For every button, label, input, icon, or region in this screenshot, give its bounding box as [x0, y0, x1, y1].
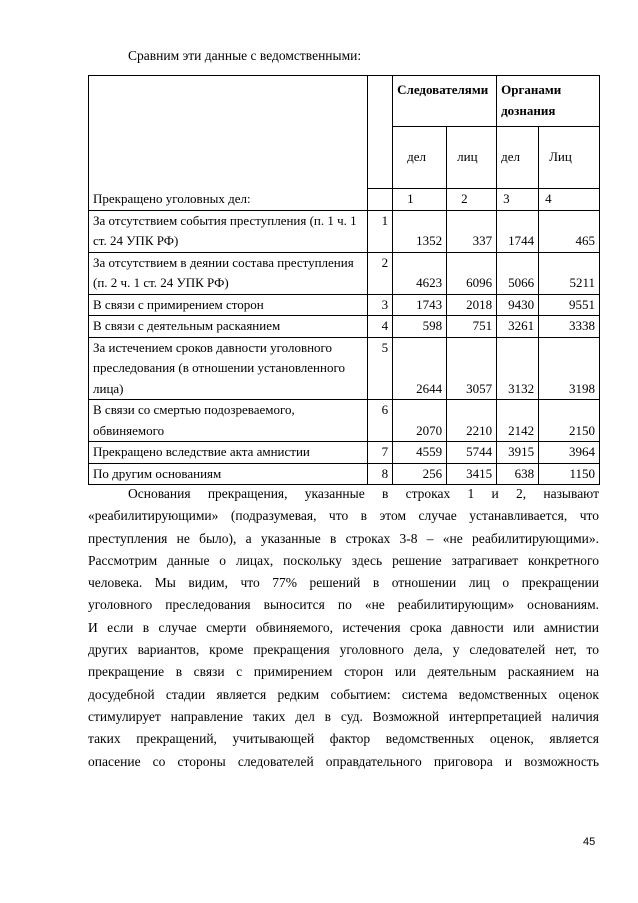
- row-index: 1: [368, 210, 393, 252]
- row-value: 5211: [539, 252, 600, 294]
- unit-header: лиц: [447, 127, 497, 189]
- paragraph-line: досудебной стадии является редким событием: система ведомственных оценок: [88, 686, 599, 702]
- table-header-row: [89, 76, 600, 127]
- row-value: 3338: [539, 316, 600, 338]
- row-index: 6: [368, 400, 393, 442]
- row-index: 5: [368, 337, 393, 400]
- row-value: 3132: [497, 337, 539, 400]
- intro-text: Сравним эти данные с ведомственными:: [128, 48, 362, 63]
- row-value: 1352: [393, 210, 447, 252]
- row-value: 3415: [447, 463, 497, 485]
- paragraph-line: Основания прекращения, указанные в строках 1 и 2, называют: [128, 486, 599, 501]
- row-value: 2142: [497, 400, 539, 442]
- paragraph-line: уголовного преследования выносится по «не реабилитирующим» основаниям.: [88, 597, 599, 613]
- header-empty-idx-cell: [368, 76, 393, 189]
- label-header-cell: Прекращено уголовных дел:: [89, 76, 368, 211]
- row-value: 2018: [447, 294, 497, 316]
- paragraph-line: И если в случае смерти обвиняемого, истечения срока давности или амнистии: [88, 619, 599, 635]
- table-row: [89, 316, 600, 338]
- row-value: 465: [539, 210, 600, 252]
- row-value: 2210: [447, 400, 497, 442]
- row-value: 3964: [539, 442, 600, 464]
- row-value: 598: [393, 316, 447, 338]
- paragraph-line: преступления не было), а указанные в строках 3-8 – «не реабилитирующими».: [88, 530, 599, 546]
- row-index: 3: [368, 294, 393, 316]
- unit-header: дел: [393, 127, 447, 189]
- table-row: [89, 294, 600, 316]
- statistics-table: [88, 75, 600, 485]
- table-row: [89, 400, 600, 442]
- row-value: 1150: [539, 463, 600, 485]
- row-value: 9430: [497, 294, 539, 316]
- row-label: В связи со смертью подозреваемого, обвиняемого: [89, 400, 368, 442]
- paragraph-line: Рассмотрим данные о лицах, поскольку здесь решение затрагивает конкретного: [88, 552, 599, 568]
- row-index: 8: [368, 463, 393, 485]
- row-index: 7: [368, 442, 393, 464]
- row-label: В связи с деятельным раскаянием: [89, 316, 368, 338]
- row-value: 256: [393, 463, 447, 485]
- row-value: 5744: [447, 442, 497, 464]
- row-label: По другим основаниям: [89, 463, 368, 485]
- table-row: [89, 210, 600, 252]
- paragraph-line: таких прекращений, учитывающей фактор ведомственных оценок, является: [88, 731, 599, 747]
- paragraph-line: стимулирует направление таких дел в суд. Возможной интерпретацией наличия: [88, 708, 599, 724]
- row-label: За отсутствием в деянии состава преступления (п. 2 ч. 1 ст. 24 УПК РФ): [89, 252, 368, 294]
- paragraph-line: человека. Мы видим, что 77% решений в отношении лиц о прекращении: [88, 575, 599, 591]
- row-label: Прекращено вследствие акта амнистии: [89, 442, 368, 464]
- row-value: 2150: [539, 400, 600, 442]
- group-header-inquiry-bodies: Органами дознания: [497, 76, 600, 127]
- unit-header: Лиц: [539, 127, 600, 189]
- column-number: 4: [539, 189, 600, 211]
- column-number: 2: [447, 189, 497, 211]
- row-value: 337: [447, 210, 497, 252]
- table-row: [89, 252, 600, 294]
- paragraph-line: прекращение в связи с примирением сторон или деятельным раскаянием на: [88, 664, 599, 680]
- row-value: 3057: [447, 337, 497, 400]
- row-label: За отсутствием события преступления (п. 1 ч. 1 ст. 24 УПК РФ): [89, 210, 368, 252]
- row-value: 5066: [497, 252, 539, 294]
- group-header-investigators: Следователями: [393, 76, 497, 127]
- column-number: 1: [393, 189, 447, 211]
- paragraph-line: опасение со стороны следователей оправдательного приговора и возможность: [88, 753, 599, 769]
- label-row-idx-cell: [368, 189, 393, 211]
- table-row: [89, 337, 600, 400]
- paragraph-line: «реабилитирующими» (подразумевая, что в этом случае устанавливается, что: [88, 508, 599, 524]
- row-value: 1744: [497, 210, 539, 252]
- row-index: 2: [368, 252, 393, 294]
- row-label: В связи с примирением сторон: [89, 294, 368, 316]
- paragraph-line: других вариантов, кроме прекращения уголовного дела, у следователей нет, то: [88, 642, 599, 658]
- column-number: 3: [497, 189, 539, 211]
- page-number: 45: [583, 836, 596, 848]
- row-value: 2070: [393, 400, 447, 442]
- row-value: 2644: [393, 337, 447, 400]
- row-value: 4559: [393, 442, 447, 464]
- row-value: 751: [447, 316, 497, 338]
- unit-header: дел: [497, 127, 539, 189]
- row-value: 4623: [393, 252, 447, 294]
- table-row: [89, 442, 600, 464]
- row-value: 638: [497, 463, 539, 485]
- row-value: 1743: [393, 294, 447, 316]
- row-value: 3261: [497, 316, 539, 338]
- row-value: 9551: [539, 294, 600, 316]
- body-paragraph: [88, 483, 599, 773]
- row-value: 6096: [447, 252, 497, 294]
- row-label: За истечением сроков давности уголовного преследования (в отношении установленного лица): [89, 337, 368, 400]
- row-value: 3915: [497, 442, 539, 464]
- row-value: 3198: [539, 337, 600, 400]
- row-index: 4: [368, 316, 393, 338]
- table-row: [89, 463, 600, 485]
